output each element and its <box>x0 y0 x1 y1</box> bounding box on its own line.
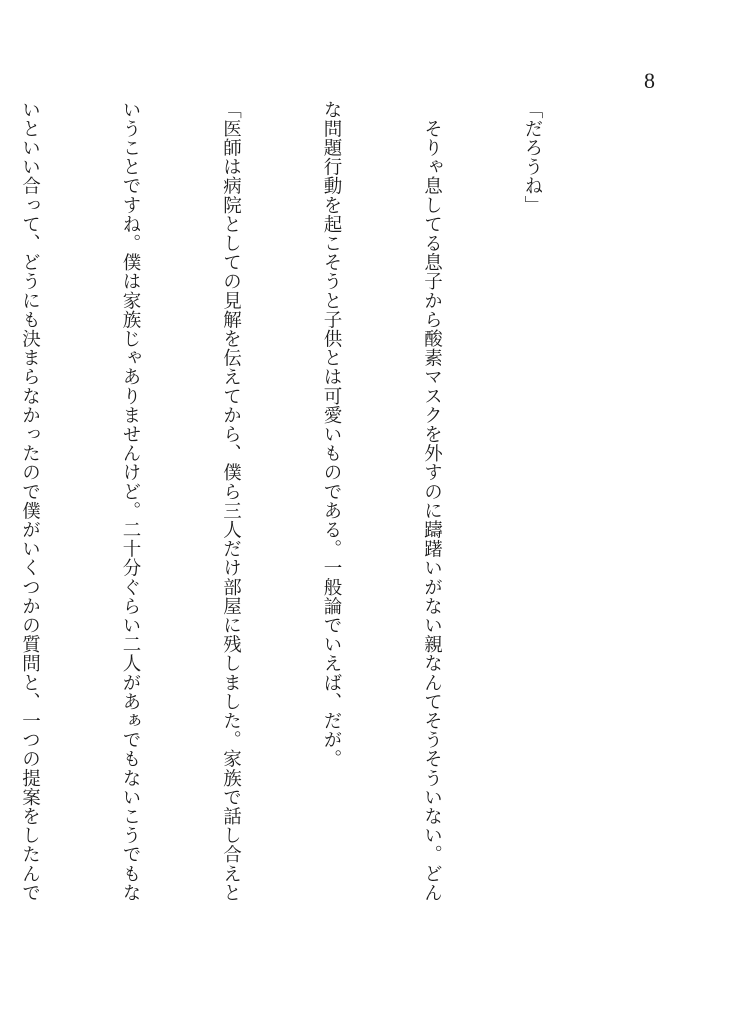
text-line: いといい合って、どうにも決まらなかったので僕がいくつかの質問と、一つの提案をしたんで <box>19 100 41 903</box>
text-line: 「だろうね」 <box>522 100 543 215</box>
text-line: そりゃ息してる息子から酸素マスクを外すのに躊躇いがない親なんてそうそういない。どん <box>421 100 443 903</box>
text-line: な問題行動を起こそうと子供とは可愛いものである。一般論でいえば、だが。 <box>321 100 342 769</box>
novel-body-text <box>0 100 616 960</box>
text-line: 「医師は病院としての見解を伝えてから、僕ら三人だけ部屋に残しました。家族で話し合えと <box>220 100 242 903</box>
text-line: いうことですね。僕は家族じゃありませんけど。二十分ぐらい二人があぁでもないこうでもな <box>120 100 141 903</box>
page-number: 8 <box>644 68 655 93</box>
